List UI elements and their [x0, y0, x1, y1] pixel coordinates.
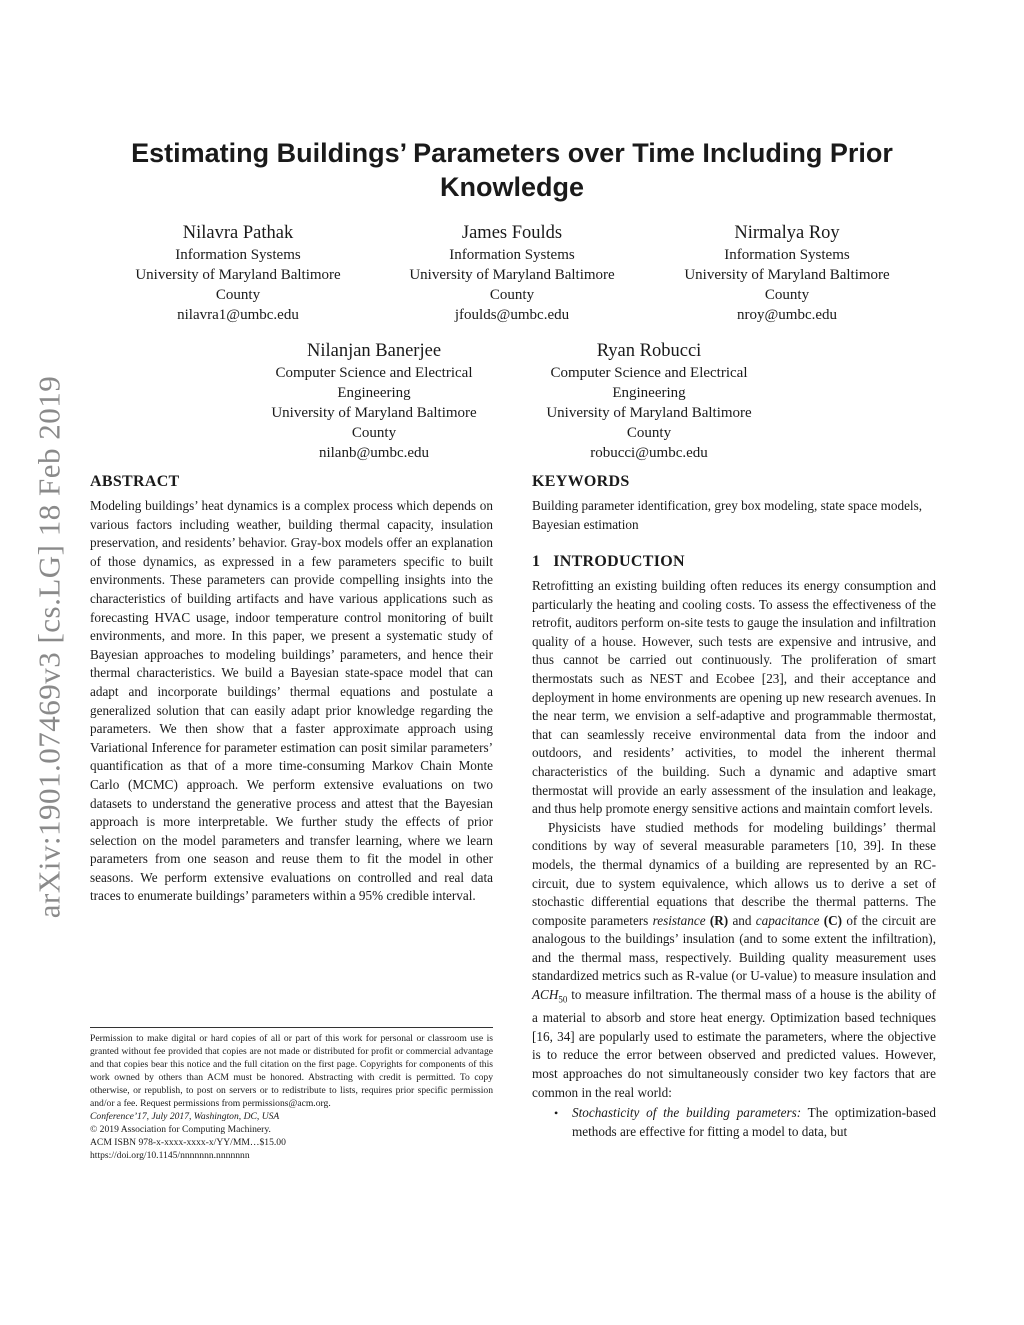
author-block — [529, 340, 769, 463]
author-name: Nirmalya Roy — [734, 223, 840, 243]
author-univ: University of Maryland Baltimore — [135, 267, 341, 283]
permission-notice: Permission to make digital or hard copies of all or part of this work for personal or classroom use is granted without fee provided that copies are not made or distributed for profit or commercial advantage and that copies bear this notice and the full citation on the first page. Copyrights for components of this work owned by others than ACM must be honored. Abstracting with credit is permitted. To copy otherwise, or republish, to post on servers or to redistribute to lists, requires prior specific permission and/or a fee. Request permissions from permissions@acm.org. — [90, 1033, 493, 1109]
author-univ: County — [489, 287, 535, 303]
author-email[interactable]: nilavra1@umbc.edu — [177, 307, 299, 323]
author-name: Nilavra Pathak — [182, 223, 294, 243]
bullet-icon: • — [554, 1106, 559, 1121]
author-email[interactable]: nroy@umbc.edu — [736, 307, 838, 323]
list-item: • Stochasticity of the building parameters: The optimization-based methods are effective for fitting a model to data, but — [554, 1104, 936, 1141]
arxiv-identifier: arXiv:1901.07469v3 [cs.LG] 18 Feb 2019 — [31, 375, 66, 919]
keywords-heading: KEYWORDS — [532, 473, 630, 490]
abstract-heading: ABSTRACT — [90, 473, 180, 490]
author-univ: University of Maryland Baltimore — [546, 405, 752, 421]
abstract-text: Modeling buildings’ heat dynamics is a complex process which depends on various factors including weather, building thermal capacity, insulation preservation, and residents’ behavior. Gray-box models offer an explanation of those dynamics, as expressed in a few parameters specific to built environments. These parameters can provide compelling insights into the characteristics of building artifacts and have various applications such as forecasting HVAC usage, indoor temperature control monitoring of built environments, and more. In this paper, we present a systematic study of Bayesian approaches to modeling buildings’ parameters, and hence their thermal characteristics. We build a Bayesian state-space model that can adapt and incorporate buildings’ thermal equations and postulate a generalized solution that can easily adapt prior knowledge regarding the parameters. We then show that a faster approximate approach using Variational Inference for parameter estimation can posit similar parameters’ quantification as that of a more time-consuming Markov Chain Monte Carlo (MCMC) approach. We perform extensive evaluations on two datasets to understand the generative process and attest that the Bayesian approach is more interpretable. We further study the effects of prior selection on the model parameters and transfer learning, where we learn parameters from one season and reuse them to fit the model in other seasons. We perform extensive evaluations on controlled and real data traces to enumerate buildings’ parameters within a 95% credible interval. — [90, 498, 493, 904]
author-dept: Information Systems — [175, 247, 301, 263]
author-univ: County — [626, 425, 672, 441]
doi-link[interactable]: https://doi.org/10.1145/nnnnnnn.nnnnnnn — [90, 1150, 250, 1161]
introduction-section — [532, 553, 936, 1141]
keywords-text: Building parameter identification, grey box modeling, state space models, Bayesian estimation — [532, 498, 923, 532]
author-block — [667, 222, 907, 325]
isbn-line: ACM ISBN 978-x-xxxx-xxxx-x/YY/MM…$15.00 — [90, 1137, 286, 1148]
intro-paragraph: Physicists have studied methods for modeling buildings’ thermal conditions by way of several measurable parameters [10, 39]. In these models, the thermal dynamics of a building are represented by an RC-circuit, due to system equivalence, which allows us to derive a set of stochastic differential equations that describe the thermal patterns. The composite parameters resistance (R) and capacitance (C) of the circuit are analogous to the buildings’ insulation (and to some extent the infiltration), and the thermal mass, respectively. Building quality measurement uses standardized metrics such as R-value (or U-value) to measure insulation and $ACH_{50}$ to measure infiltration. The thermal mass of a house is the ability of a material to absorb and store heat energy. Optimization based techniques [16, 34] are popularly used to estimate the parameters, where the objective is to reduce the error between observed and predicted values. However, most approaches do not simultaneously consider two key factors that are common in the real world: — [532, 819, 937, 1100]
footnote — [90, 1027, 493, 1162]
author-dept: Computer Science and Electrical — [275, 365, 473, 381]
author-univ: University of Maryland Baltimore — [409, 267, 615, 283]
author-dept: Engineering — [612, 385, 686, 401]
introduction-heading: 1 INTRODUCTION — [532, 553, 685, 570]
author-univ: County — [351, 425, 397, 441]
keywords-section — [532, 473, 936, 534]
author-email[interactable]: nilanb@umbc.edu — [318, 445, 430, 461]
author-univ: County — [215, 287, 261, 303]
abstract-section — [90, 473, 493, 906]
author-email[interactable]: jfoulds@umbc.edu — [454, 307, 570, 323]
author-dept: Engineering — [337, 385, 411, 401]
conference-info: Conference’17, July 2017, Washington, DC, USA — [90, 1111, 280, 1122]
author-block — [254, 340, 494, 463]
author-name: James Foulds — [461, 223, 563, 243]
paper-title: Estimating Buildings’ Parameters over Time Including Prior Knowledge — [131, 138, 893, 202]
author-block — [392, 222, 632, 325]
author-dept: Information Systems — [449, 247, 575, 263]
author-dept: Computer Science and Electrical — [550, 365, 748, 381]
arxiv-sidebar — [30, 352, 68, 942]
intro-paragraph: Retrofitting an existing building often reduces its energy consumption and particularly the heating and cooling costs. To assess the effectiveness of the retrofit, auditors perform on-site tests to gauge the insulation and infiltration quality of a house. However, such tests are expensive and intrusive, and thus cannot be carried out continuously. The proliferation of smart thermostats such as NEST and Ecobee [23], and their acceptance and deployment in home environments are opening up new research avenues. In the near term, we envision a self-adaptive and programmable thermostat, that can seamlessly receive environmental data from the indoor and outdoors, and residents’ activities, to model the inherent thermal characteristics of the building. Such a dynamic and adaptive smart thermostat will provide an early assessment of the insulation and leakage, and thus help promote energy sensitive actions and maintain comfort levels. — [532, 578, 936, 817]
author-univ: University of Maryland Baltimore — [271, 405, 477, 421]
author-email[interactable]: robucci@umbc.edu — [590, 445, 708, 461]
author-univ: County — [764, 287, 810, 303]
author-block — [118, 222, 358, 325]
author-name: Nilanjan Banerjee — [306, 341, 442, 361]
copyright-line: © 2019 Association for Computing Machinery. — [90, 1124, 271, 1135]
author-univ: University of Maryland Baltimore — [684, 267, 890, 283]
author-name: Ryan Robucci — [596, 341, 702, 361]
author-dept: Information Systems — [724, 247, 850, 263]
